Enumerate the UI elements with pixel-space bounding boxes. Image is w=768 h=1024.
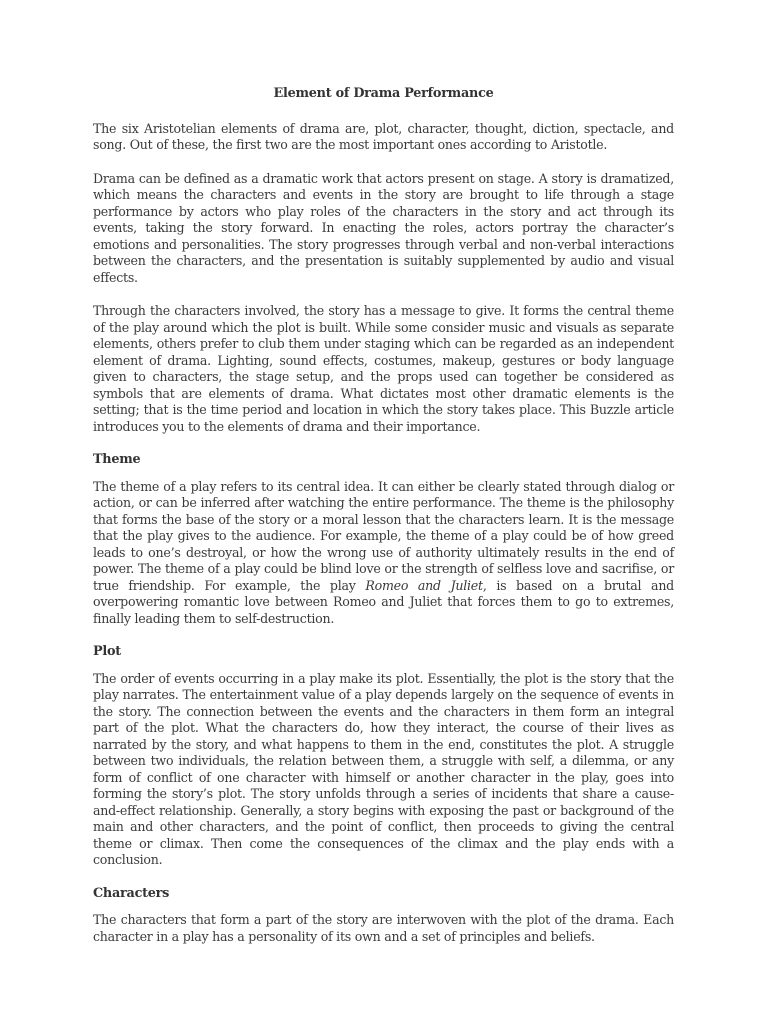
document-page [93, 86, 674, 962]
intro-paragraph-3: Through the characters involved, the story has a message to give. It forms the central theme of the play around which the plot is built. While some consider music and visuals as separate elements, others prefer to club them under staging which can be regarded as an independent element of drama. Lighting, sound effects, costumes, makeup, gestures or body language given to characters, the stage setup, and the props used can together be considered as symbols that are elements of drama. What dictates most other dramatic elements is the setting; that is the time period and location in which the story takes place. This Buzzle article introduces you to the elements of drama and their importance. [93, 303, 674, 434]
play-title: Romeo and Juliet [365, 577, 483, 593]
plot-heading: Plot [93, 644, 121, 659]
characters-paragraph: The characters that form a part of the story are interwoven with the plot of the drama. Each character in a play has a personality of its own and a set of principles and beliefs. [93, 912, 674, 944]
theme-paragraph [93, 479, 674, 628]
intro-paragraph-2: Drama can be defined as a dramatic work that actors present on stage. A story is dramatized, which means the characters and events in the story are brought to life through a stage performance by actors who play roles of the characters in the story and act through its events, taking the story forward. In enacting the roles, actors portray the character’s emotions and personalities. The story progresses through verbal and non-verbal interactions between the characters, and the presentation is suitably supplemented by audio and visual effects. [93, 170, 674, 285]
plot-paragraph: The order of events occurring in a play make its plot. Essentially, the plot is the story that the play narrates. The entertainment value of a play depends largely on the sequence of events in the story. The connection between the events and the characters in them form an integral part of the plot. What the characters do, how they interact, the course of their lives as narrated by the story, and what happens to them in the end, constitutes the plot. A struggle between two individuals, the relation between them, a struggle with self, a dilemma, or any form of conflict of one character with himself or another character in the play, goes into forming the story’s plot. The story unfolds through a series of incidents that share a cause-and-effect relationship. Generally, a story begins with exposing the past or background of the main and other characters, and the point of conflict, then proceeds to giving the central theme or climax. Then come the consequences of the climax and the play ends with a conclusion. [93, 670, 674, 867]
characters-heading: Characters [93, 885, 170, 901]
theme-text-after: , is based on a brutal and overpowering romantic love between Romeo and Juliet that forces them to go to extremes, finally leading them to self-destruction. [93, 577, 674, 626]
intro-paragraph-1: The six Aristotelian elements of drama are, plot, character, thought, diction, spectacle, and song. Out of these, the first two are the most important ones according to Aristotle. [93, 120, 674, 152]
document-title: Element of Drama Performance [273, 86, 494, 101]
theme-heading: Theme [93, 452, 141, 467]
theme-text-before: The theme of a play refers to its central idea. It can either be clearly stated through dialog or action, or can be inferred after watching the entire performance. The theme is the philosophy that forms the base of the story or a moral lesson that the characters learn. It is the message that the play gives to the audience. For example, the theme of a play could be of how greed leads to one’s destroyal, or how the wrong use of authority ultimately results in the end of power. The theme of a play could be blind love or the strength of selfless love and sacrifise, or true friendship. For example, the play [93, 478, 674, 593]
